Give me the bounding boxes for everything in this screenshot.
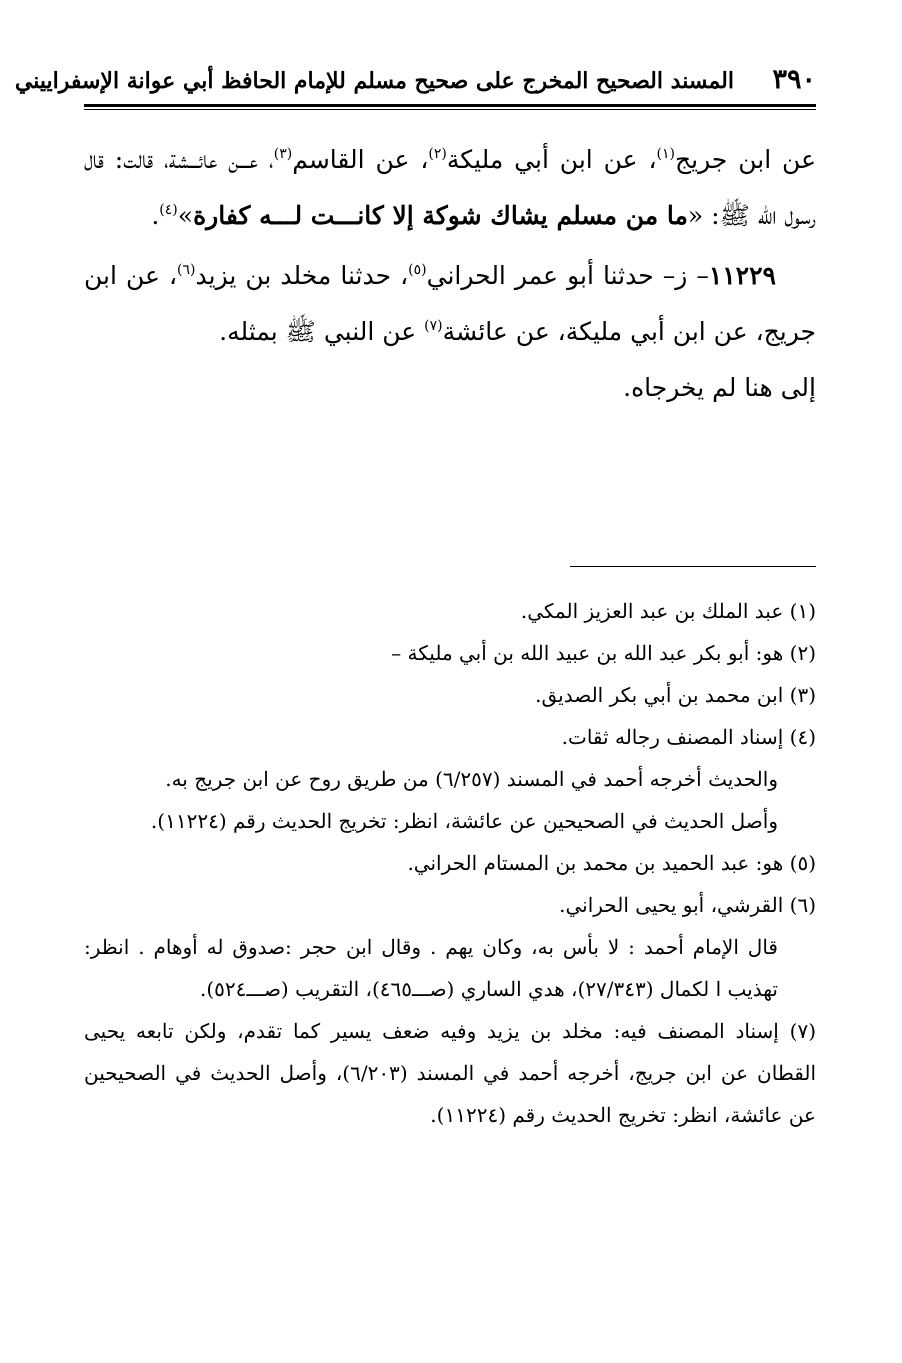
hadith-matn: ما من مسلم يشاك شوكة إلا كانـــت لـــه كفارة <box>193 201 688 230</box>
footnote-ref: (٦) <box>177 262 196 278</box>
footnote-ref: (٤) <box>159 202 178 218</box>
hadith-number: ١١٢٢٩ <box>708 261 776 290</box>
footnote-ref: (٣) <box>273 146 293 162</box>
text-segment: ، عن ابن أبي مليكة <box>446 145 657 174</box>
footnote-ref: (٢) <box>428 146 447 162</box>
footnote-4: (٤) إسناد المصنف رجاله ثقات. <box>561 725 816 749</box>
closing-note: إلى هنا لم يخرجاه. <box>623 373 816 402</box>
footnote-ref: (٥) <box>408 262 427 278</box>
footnote-ref: (١) <box>656 146 675 162</box>
text-segment: ، عن ابن جريج، عن ابن أبي مليكة، عن عائشة <box>84 261 816 346</box>
main-text <box>84 132 816 416</box>
text-segment: ، حدثنا مخلد بن يزيد <box>195 261 409 290</box>
footnotes <box>84 590 816 1136</box>
text-segment: » <box>177 201 194 230</box>
footnote-7: (٧) إسناد المصنف فيه: مخلد بن يزيد وفيه ضعف يسير كما تقدم، ولكن تابعه يحيى القطان عن ابن جريج، أخرجه أحمد في المسند (٦/٢٠٣)، وأصل الحديث في الصحيحين عن عائشة، انظر: تخريج الحديث رقم (١١٢٢٤). <box>84 1019 817 1127</box>
footnote-4-continuation: وأصل الحديث في الصحيحين عن عائشة، انظر: تخريج الحديث رقم (١١٢٢٤). <box>150 809 778 833</box>
footnote-6: (٦) القرشي، أبو يحيى الحراني. <box>559 893 816 917</box>
page-number: ٣٩٠ <box>772 64 816 95</box>
header-rule-thick <box>84 104 816 107</box>
footnote-1: (١) عبد الملك بن عبد العزيز المكي. <box>520 599 816 623</box>
text-segment: عن النبي ﷺ بمثله. <box>219 317 425 346</box>
footnote-ref: (٧) <box>424 318 443 334</box>
footnote-separator <box>570 566 816 567</box>
hadith-paragraph-1 <box>84 132 816 244</box>
footnote-2: (٢) هو: أبو بكر عبد الله بن عبيد الله بن أبي مليكة – <box>391 641 816 665</box>
header-rule-thin <box>84 109 816 110</box>
footnote-3: (٣) ابن محمد بن أبي بكر الصديق. <box>535 683 816 707</box>
running-header <box>14 62 816 102</box>
text-segment: . <box>151 201 160 230</box>
hadith-paragraph-2 <box>84 248 816 360</box>
text-segment: ، عن القاسم <box>292 145 429 174</box>
text-segment: عن ابن جريج <box>675 145 816 174</box>
text-segment: – ز– حدثنا أبو عمر الحراني <box>426 261 709 290</box>
footnote-5: (٥) هو: عبد الحميد بن محمد بن المستام الحراني. <box>407 851 816 875</box>
text-segment: ، عـــن عائـــشة، قالت: قال رسول الله ﷺ: « <box>84 145 816 230</box>
footnote-6-continuation: قال الإمام أحمد : لا بأس به، وكان يهم . وقال ابن حجر :صدوق له أوهام . انظر: تهذيب ا لكمال (٢٧/٣٤٣)، هدي الساري (صـــ٤٦٥)، التقريب (صـــ٥٢٤). <box>84 935 778 1001</box>
book-title: المسند الصحيح المخرج على صحيح مسلم للإمام الحافظ أبي عوانة الإسفراييني <box>14 68 734 94</box>
footnote-4-continuation: والحديث أخرجه أحمد في المسند (٦/٢٥٧) من طريق روح عن ابن جريج به. <box>165 767 778 791</box>
